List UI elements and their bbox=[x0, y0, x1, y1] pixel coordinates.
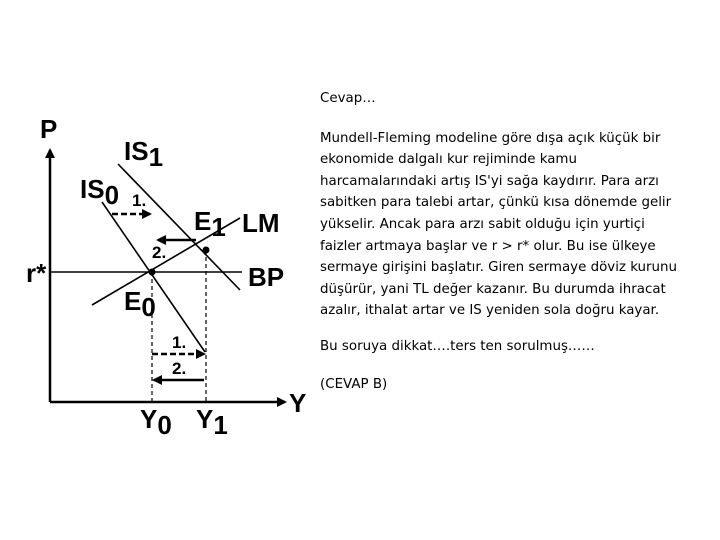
step-label-1-top: 1. bbox=[132, 191, 147, 210]
explanation-paragraph: Mundell-Fleming modeline göre dışa açık küçük bir ekonomide dalgalı kur rejiminde kamu harcamalarındaki artış IS'yi sağa kaydırır. Para arzı sabitken para talebi artar, çünkü kısa dönemde gelir yükselir. Ancak para arzı sabit olduğu için yurtiçi faizler artmaya başlar ve r > r* olur. Bu ise ülkeye sermaye girişini başlatır. Giren sermaye döviz kurunu düşürür, yani TL değer kazanır. Bu durumda ihracat azalır, ithalat artar ve IS yeniden sola doğru kayar. bbox=[320, 130, 677, 319]
note-paragraph: Bu soruya dikkat….ters ten sorulmuş…… bbox=[320, 338, 595, 354]
r-star-label: r* bbox=[26, 258, 47, 288]
e0-point bbox=[149, 269, 156, 276]
e1-label: E1 bbox=[194, 206, 226, 242]
y-axis-label: P bbox=[40, 114, 58, 144]
e0-label: E0 bbox=[124, 286, 156, 322]
lm-label: LM bbox=[242, 208, 280, 238]
step-label-2-bottom: 2. bbox=[172, 359, 187, 378]
is0-curve bbox=[102, 202, 205, 352]
y1-tick-label: Y1 bbox=[196, 404, 228, 440]
x-axis-label: Y bbox=[289, 388, 307, 418]
answer-text: (CEVAP B) bbox=[320, 376, 388, 392]
bp-label: BP bbox=[248, 262, 285, 292]
explanation-panel bbox=[320, 88, 690, 395]
is1-label: IS1 bbox=[124, 136, 164, 172]
heading: Cevap… bbox=[320, 91, 376, 106]
mundell-fleming-diagram bbox=[20, 108, 320, 448]
y0-tick-label: Y0 bbox=[140, 404, 172, 440]
e1-point bbox=[203, 247, 210, 254]
is0-label: IS0 bbox=[80, 174, 120, 210]
step-label-2-mid: 2. bbox=[152, 243, 167, 262]
step-label-1-bottom: 1. bbox=[172, 333, 187, 352]
